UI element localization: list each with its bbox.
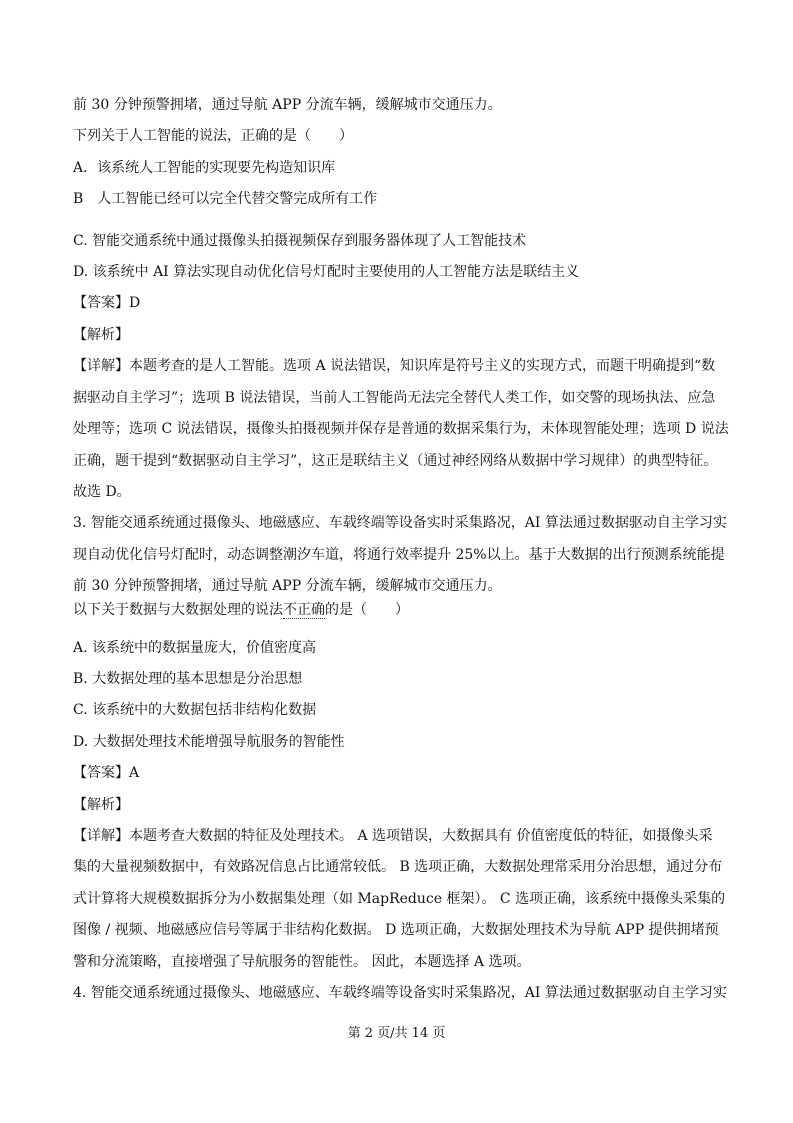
q2-detail-line-3: 处理等；选项 C 说法错误，摄像头拍摄视频并保存是普通的数据采集行为，未体现智能处理；选项 D 说法 — [73, 421, 729, 437]
q2-option-b: B 人工智能已经可以完全代替交警完成所有工作 — [73, 191, 378, 207]
q3-option-a: A. 该系统中的数据量庞大，价值密度高 — [73, 640, 317, 656]
q2-question: 下列关于人工智能的说法，正确的是（ ） — [73, 128, 353, 144]
q3-detail-line-3: 式计算将大规模数据拆分为小数据集处理（如 MapReduce 框架）。 C 选项正确，该系统中摄像头采集的 — [73, 891, 726, 907]
q2-answer: 【答案】D — [73, 295, 141, 311]
q2-detail-line-5: 故选 D。 — [73, 484, 131, 500]
q3-answer: 【答案】A — [73, 765, 140, 781]
q3-detail-line-1: 【详解】本题考查大数据的特征及处理技术。 A 选项错误，大数据具有 价值密度低的特征，如摄像头采 — [73, 828, 713, 844]
q3-question — [73, 600, 409, 620]
q2-option-a: A．该系统人工智能的实现要先构造知识库 — [73, 160, 336, 176]
q3-question-post: 的是（ ） — [325, 602, 409, 618]
q3-option-d: D. 大数据处理技术能增强导航服务的智能性 — [73, 734, 345, 750]
q3-question-emphasis: 不正确 — [283, 602, 325, 618]
q2-detail-line-4: 正确，题干提到“数据驱动自主学习”，这正是联结主义（通过神经网络从数据中学习规律）的典型特征。 — [73, 453, 718, 469]
q3-stem-line-1: 3. 智能交通系统通过摄像头、地磁感应、车载终端等设备实时采集路况，AI 算法通过数据驱动自主学习实 — [73, 515, 727, 531]
q3-question-pre: 以下关于数据与大数据处理的说法 — [73, 602, 283, 618]
q3-option-b: B. 大数据处理的基本思想是分治思想 — [73, 671, 303, 687]
q2-detail-line-1: 【详解】本题考查的是人工智能。选项 A 说法错误，知识库是符号主义的实现方式，而题干明确提到“数 — [73, 358, 716, 374]
q2-option-c: C. 智能交通系统中通过摄像头拍摄视频保存到服务器体现了人工智能技术 — [73, 233, 527, 249]
q3-option-c: C. 该系统中的大数据包括非结构化数据 — [73, 702, 317, 718]
q3-stem-line-2: 现自动优化信号灯配时，动态调整潮汐车道，将通行效率提升 25%以上。基于大数据的出行预测系统能提 — [73, 547, 725, 563]
q2-analysis-label: 【解析】 — [73, 327, 129, 343]
q2-detail-line-2: 据驱动自主学习”；选项 B 说法错误，当前人工智能尚无法完全替代人类工作，如交警的现场执法、应急 — [73, 390, 716, 406]
q3-detail-line-5: 警和分流策略，直接增强了导航服务的智能性。 因此，本题选择 A 选项。 — [73, 954, 531, 970]
q3-detail-line-2: 集的大量视频数据中，有效路况信息占比通常较低。 B 选项正确，大数据处理常采用分治思想，通过分布 — [73, 859, 723, 875]
q4-stem-line-1: 4. 智能交通系统通过摄像头、地磁感应、车载终端等设备实时采集路况，AI 算法通过数据驱动自主学习实 — [73, 985, 727, 1001]
q2-stem-tail: 前 30 分钟预警拥堵，通过导航 APP 分流车辆，缓解城市交通压力。 — [73, 97, 502, 113]
page-footer: 第 2 页/共 14 页 — [347, 1026, 446, 1041]
q3-analysis-label: 【解析】 — [73, 797, 129, 813]
q3-detail-line-4: 图像 / 视频、地磁感应信号等属于非结构化数据。 D 选项正确，大数据处理技术为导航 APP 提供拥堵预 — [73, 922, 719, 938]
q2-option-d: D. 该系统中 AI 算法实现自动优化信号灯配时主要使用的人工智能方法是联结主义 — [73, 264, 580, 280]
q3-stem-line-3: 前 30 分钟预警拥堵，通过导航 APP 分流车辆，缓解城市交通压力。 — [73, 578, 502, 594]
